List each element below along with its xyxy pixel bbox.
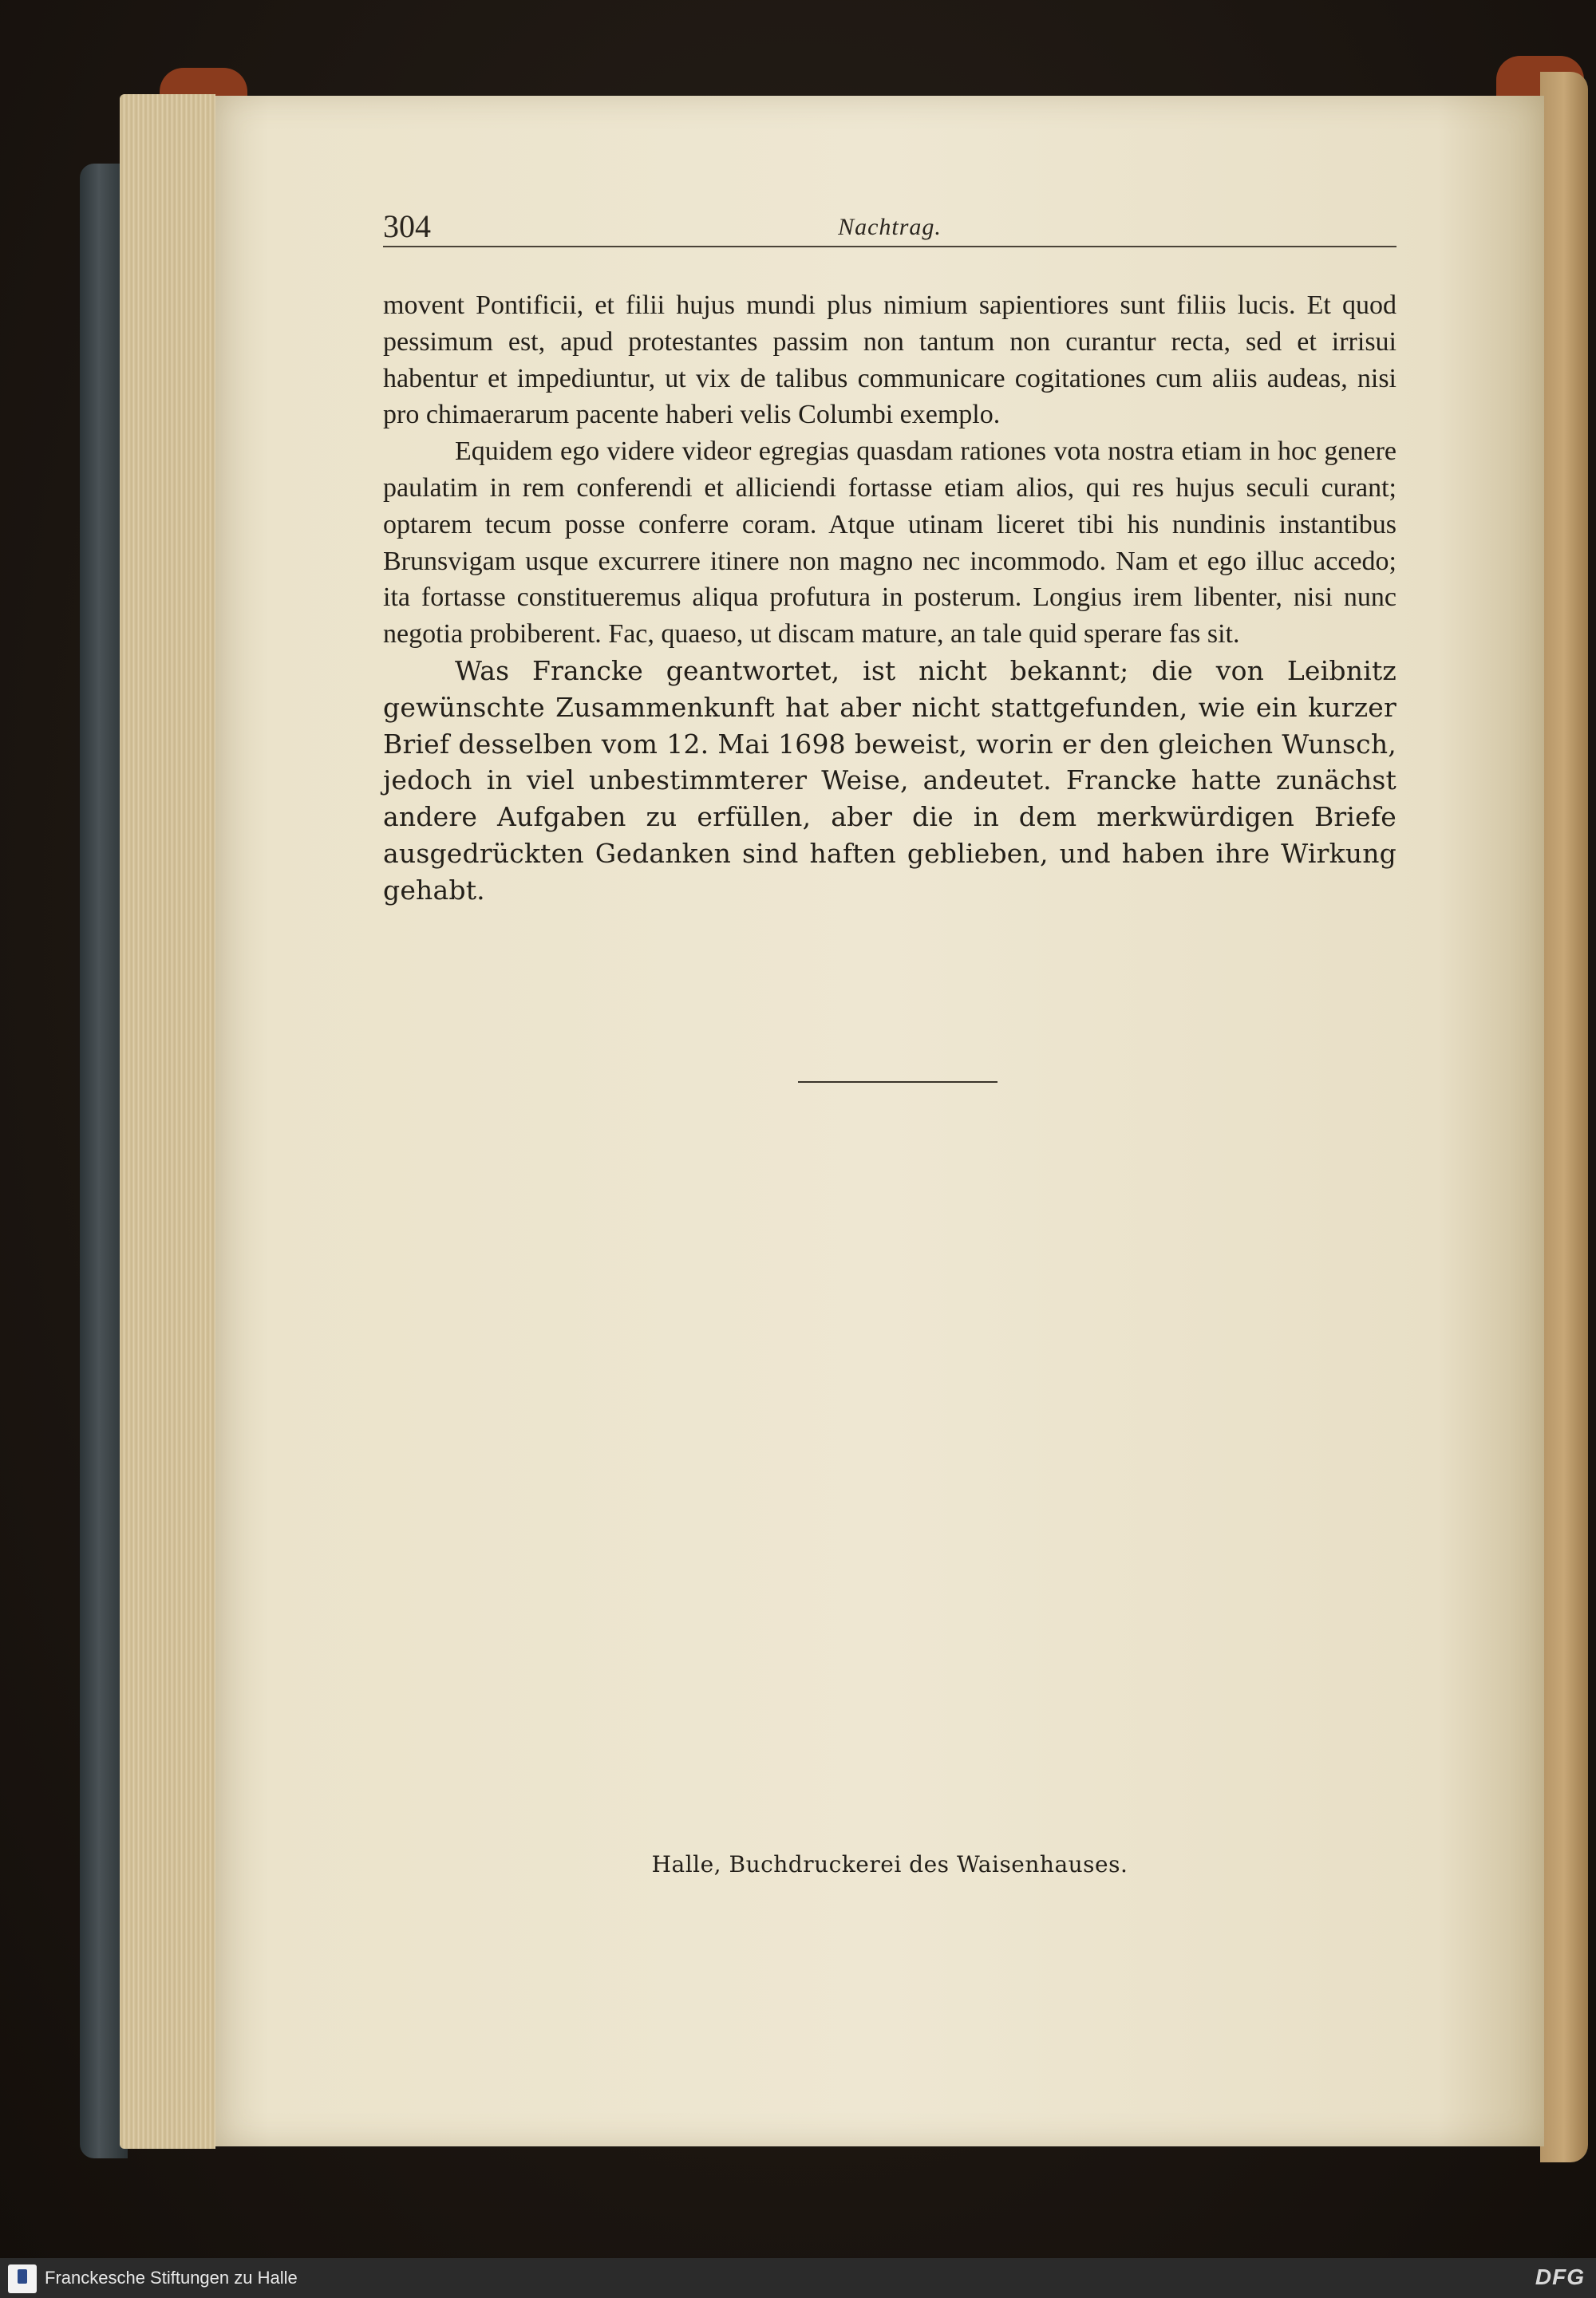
paragraph-german: Was Francke geantwortet, ist nicht bekannt; die von Leibnitz gewünschte Zusammenkunft hat aber nicht stattgefunden, wie ein kurzer Brief desselben vom 12. Mai 1698 beweist, worin er den gleichen Wunsch, jedoch in viel unbestimmterer Weise, andeutet. Francke hatte zunächst andere Aufgaben zu erfüllen, aber die in dem merkwürdigen Briefe ausgedrückten Gedanken sind haften geblieben, und haben ihre Wirkung gehabt.	[383, 654, 1396, 906]
page-number: 304	[383, 208, 431, 244]
paragraph-latin-1: movent Pontificii, et filii hujus mundi plus nimium sapientiores sunt filiis lucis. Et quod pessimum est, apud protestantes passim non tantum non curantur recta, sed et irrisui habentur et impediuntur, ut vix de talibus communicare cogitationes cum aliis audeas, nisi pro chimaerarum pacente haberi velis Columbi exemplo.	[383, 290, 1396, 430]
book-cover-right	[1540, 72, 1588, 2162]
printer-imprint: Halle, Buchdruckerei des Waisenhauses.	[651, 1851, 1128, 1877]
dfg-logo-text: DFG	[1535, 2264, 1585, 2289]
page-edges-stack	[120, 94, 215, 2149]
paragraph-latin-2: Equidem ego videre videor egregias quasdam rationes vota nostra etiam in hoc genere paulatim in rem conferendi et alliciendi fortasse etiam alios, qui res hujus seculi curant; optarem tecum posse conferre coram. Atque utinam liceret tibi his nundinis instantibus Brunsvigam usque excurrere itinere non magno nec incommodo. Nam et ego illuc accedo; ita fortasse constitueremus aliqua profutura in posterum. Longius irem libenter, nisi nunc negotia probiberent. Fac, quaeso, ut discam mature, an tale quid sperare fas sit.	[383, 436, 1396, 650]
institution-logo-icon	[8, 2264, 37, 2293]
institution-label: Franckesche Stiftungen zu Halle	[45, 2268, 298, 2288]
section-rule	[798, 1081, 998, 1083]
body-text	[383, 287, 1396, 909]
page-header	[383, 207, 1396, 247]
running-title: Nachtrag.	[838, 214, 942, 240]
book-page	[215, 96, 1544, 2146]
viewer-footer-bar	[0, 2258, 1596, 2298]
